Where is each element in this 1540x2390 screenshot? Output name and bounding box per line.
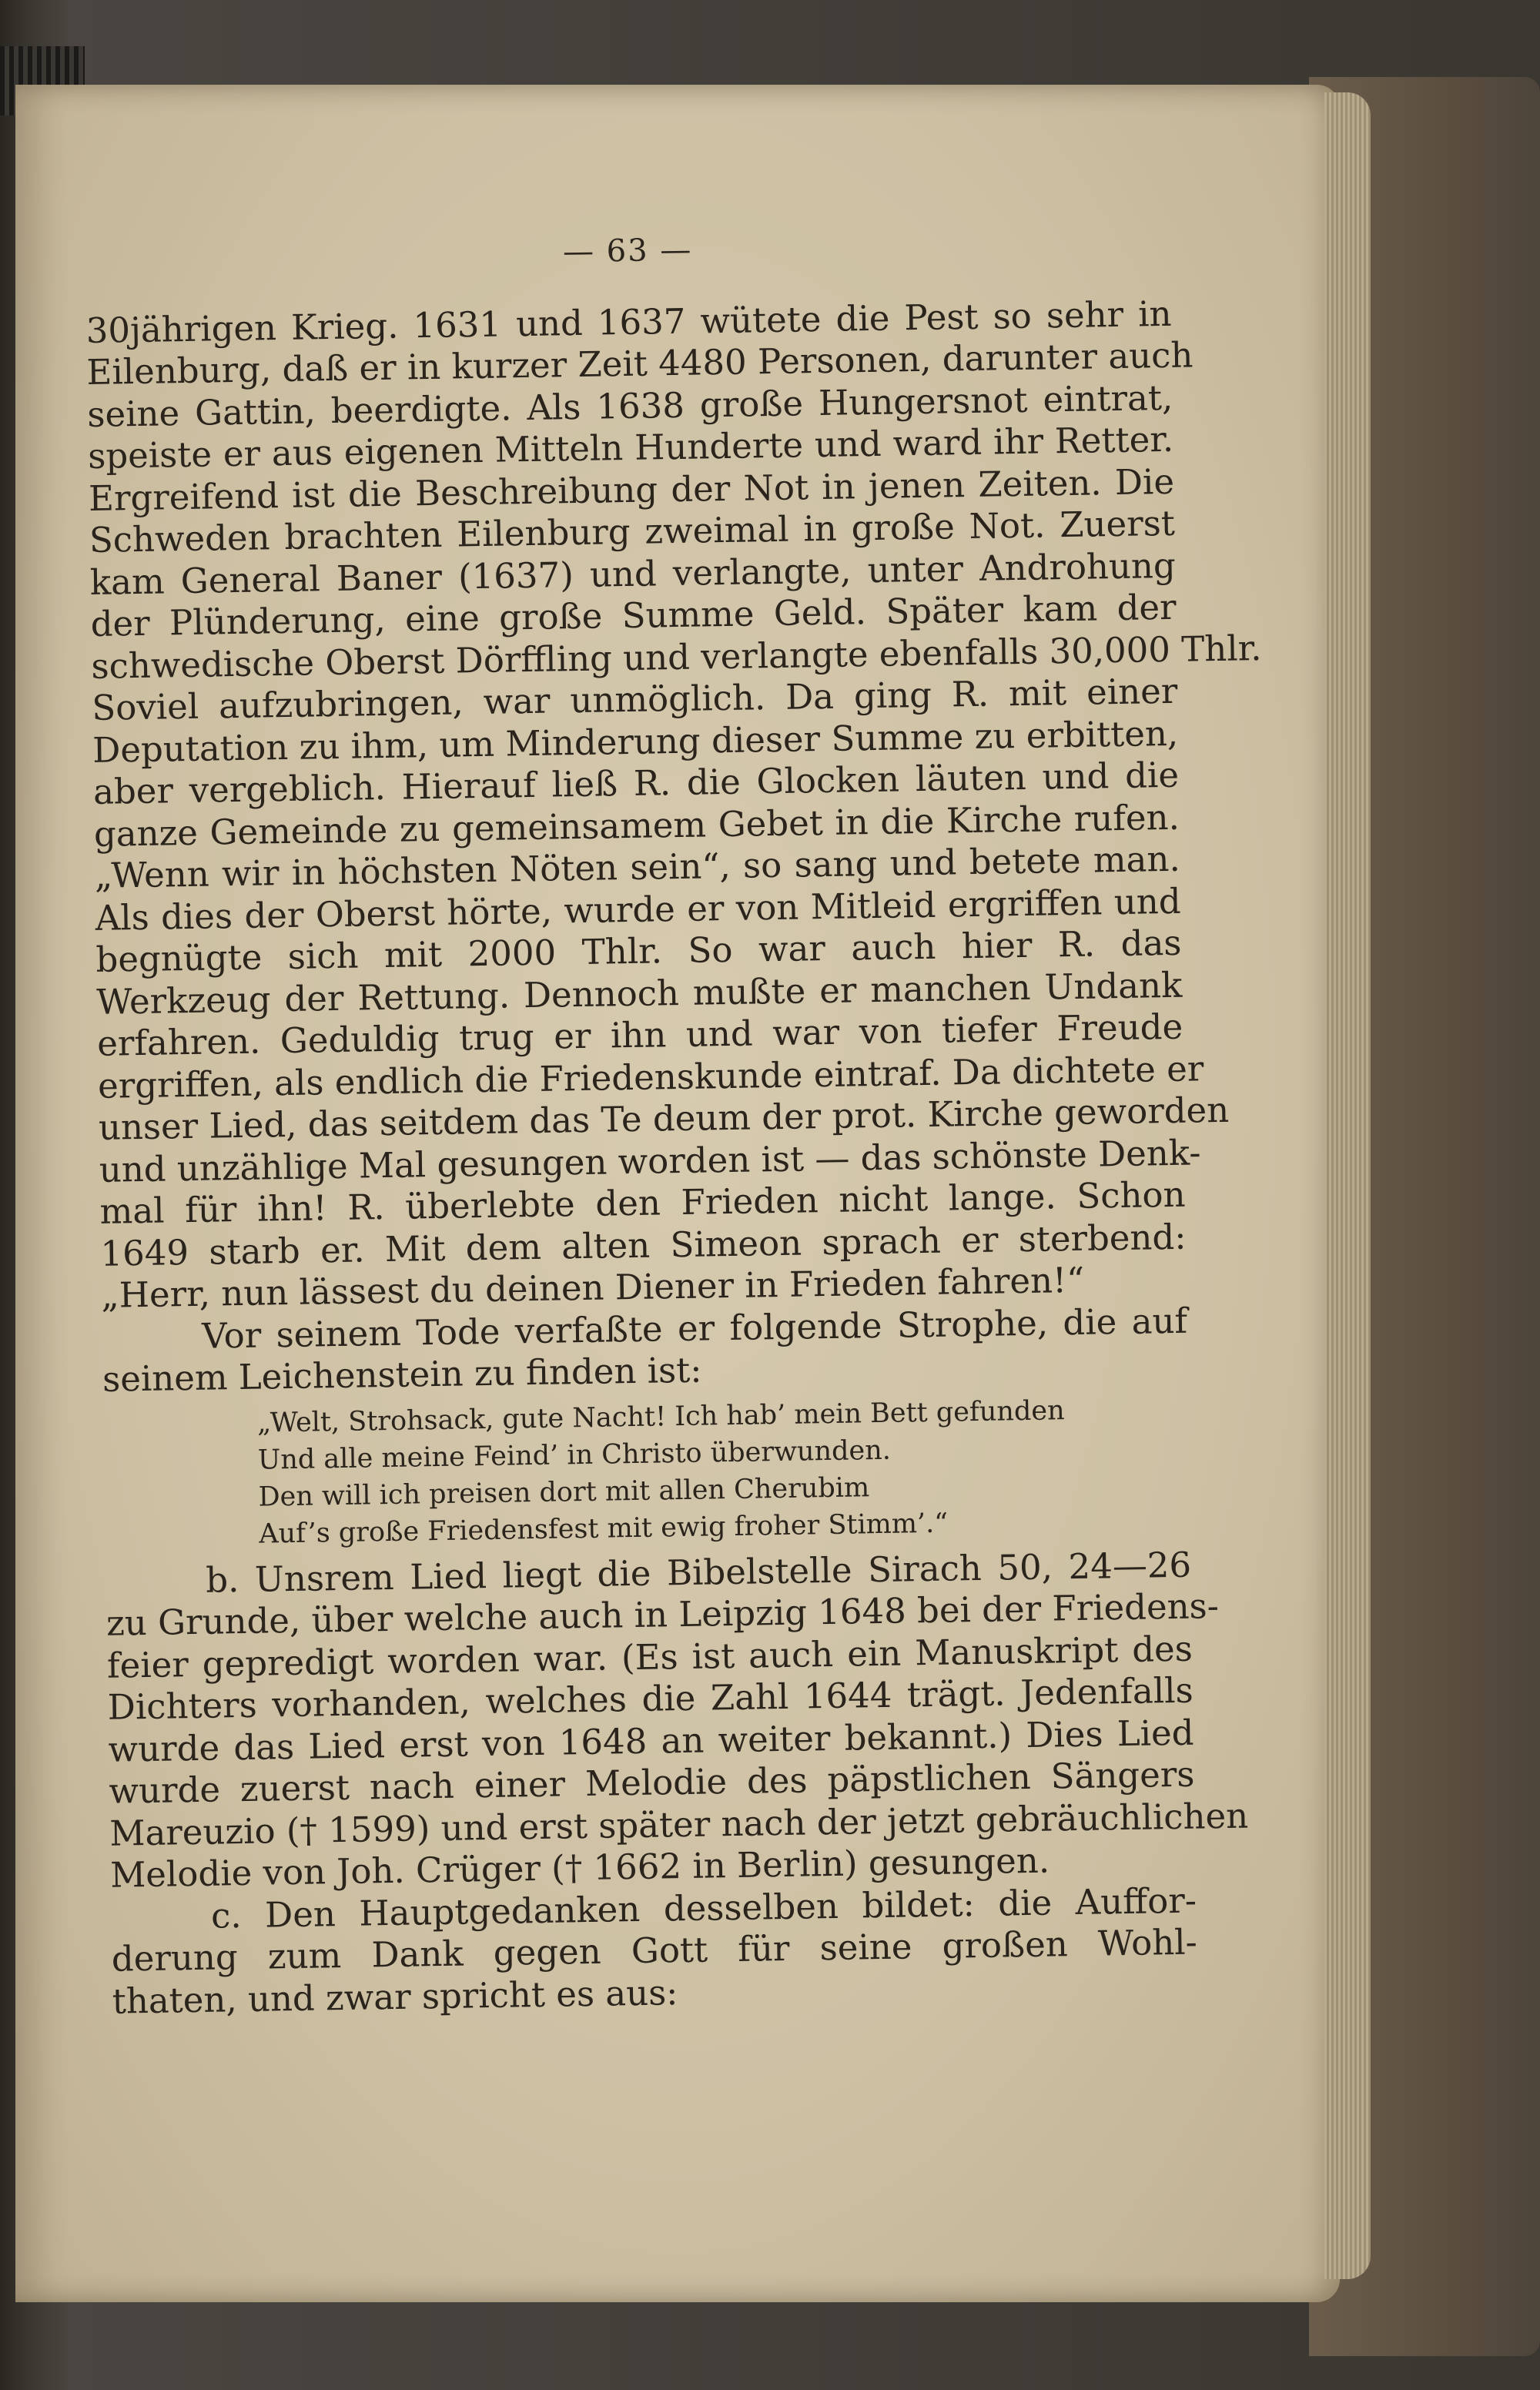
page-edges: [1324, 92, 1371, 2279]
text-line: unser Lied, das seitdem das Te deum der prot. Kirche geworden: [98, 1089, 1230, 1148]
text-line: b. Unsrem Lied liegt die Bibelstelle Sirach 50, 24—26: [205, 1544, 1192, 1601]
text-line: wurde zuerst nach einer Melodie des päpstlichen Sängers: [109, 1753, 1195, 1812]
text-line: erfahren. Geduldig trug er ihn und war von tiefer Freude: [96, 1006, 1183, 1064]
text-line: „Herr, nun lässest du deinen Diener in Frieden fahren!“: [100, 1259, 1085, 1316]
text-line: Deputation zu ihm, um Minderung dieser Summe zu erbitten,: [92, 712, 1179, 771]
text-line: 30jährigen Krieg. 1631 und 1637 wütete die Pest so sehr in: [85, 293, 1172, 351]
text-line: mal für ihn! R. überlebte den Frieden nicht lange. Schon: [99, 1173, 1186, 1232]
paragraph-c: [111, 1880, 1198, 2023]
text-line: Werkzeug der Rettung. Dennoch mußte er manchen Undank: [95, 964, 1183, 1023]
text-line: „Wenn wir in höchsten Nöten sein“, so sang und betete man.: [94, 838, 1181, 896]
page-text: [85, 229, 1262, 2023]
paragraph-b: [105, 1544, 1249, 1896]
text-line: ganze Gemeinde zu gemeinsamem Gebet in die Kirche rufen.: [93, 796, 1180, 855]
text-line: thaten, und zwar spricht es aus:: [112, 1971, 678, 2022]
text-line: c. Den Hauptgedanken desselben bildet: die Auffor-: [210, 1880, 1197, 1936]
text-line: aber vergeblich. Hierauf ließ R. die Glocken läuten und die: [92, 754, 1180, 812]
text-line: Soviel aufzubringen, war unmöglich. Da ging R. mit einer: [92, 670, 1178, 728]
text-line: Ergreifend ist die Beschreibung der Not in jenen Zeiten. Die: [88, 460, 1175, 519]
text-line: Melodie von Joh. Crüger († 1662 in Berlin) gesungen.: [109, 1839, 1050, 1896]
text-line: derung zum Dank gegen Gott für seine großen Wohl-: [111, 1921, 1198, 1980]
paragraph-a: [85, 293, 1262, 1317]
text-line: und unzählige Mal gesungen worden ist — das schönste Denk-: [99, 1131, 1201, 1190]
text-line: ergriffen, als endlich die Friedenskunde eintraf. Da dichtete er: [97, 1047, 1204, 1106]
text-line: schwedische Oberst Dörffling und verlangte ebenfalls 30,000 Thlr.: [91, 627, 1262, 687]
text-line: der Plünderung, eine große Summe Geld. Später kam der: [90, 586, 1177, 644]
text-line: wurde das Lied erst von 1648 an weiter bekannt.) Dies Lied: [108, 1712, 1194, 1770]
page-number: — 63 —: [562, 232, 693, 270]
text-line: Vor seinem Tode verfaßte er folgende Strophe, die auf: [201, 1300, 1188, 1357]
text-line: Dichters vorhanden, welches die Zahl 1644 trägt. Jedenfalls: [107, 1669, 1194, 1728]
text-line: feier gepredigt worden war. (Es ist auch ein Manuskript des: [106, 1628, 1194, 1686]
epitaph-quote: [103, 1390, 1191, 1555]
text-line: kam General Baner (1637) und verlangte, unter Androhung: [89, 544, 1177, 603]
text-line: speiste er aus eigenen Mitteln Hunderte und ward ihr Retter.: [87, 418, 1174, 477]
text-line: begnügte sich mit 2000 Thlr. So war auch hier R. das: [95, 922, 1182, 980]
text-line: seinem Leichenstein zu finden ist:: [102, 1349, 702, 1400]
quote-line: Auf’s große Friedensfest mit ewig froher Stimm’.“: [258, 1508, 949, 1550]
text-line: Schweden brachten Eilenburg zweimal in große Not. Zuerst: [89, 502, 1176, 561]
text-line: seine Gattin, beerdigte. Als 1638 große Hungersnot eintrat,: [87, 377, 1173, 435]
quote-line: „Welt, Strohsack, gute Nacht! Ich hab’ mein Bett gefunden: [256, 1394, 1065, 1439]
text-line: zu Grunde, über welche auch in Leipzig 1648 bei der Friedens-: [105, 1585, 1220, 1644]
quote-line: Und alle meine Feind’ in Christo überwunden.: [257, 1434, 892, 1476]
text-line: Mareuzio († 1599) und erst später nach der jetzt gebräuchlichen: [109, 1795, 1249, 1854]
text-line: 1649 starb er. Mit dem alten Simeon sprach er sterbend:: [100, 1216, 1187, 1274]
text-line: Als dies der Oberst hörte, wurde er von Mitleid ergriffen und: [95, 880, 1181, 939]
quote-line: Den will ich preisen dort mit allen Cherubim: [258, 1471, 870, 1513]
text-line: Eilenburg, daß er in kurzer Zeit 4480 Personen, darunter auch: [86, 334, 1194, 393]
